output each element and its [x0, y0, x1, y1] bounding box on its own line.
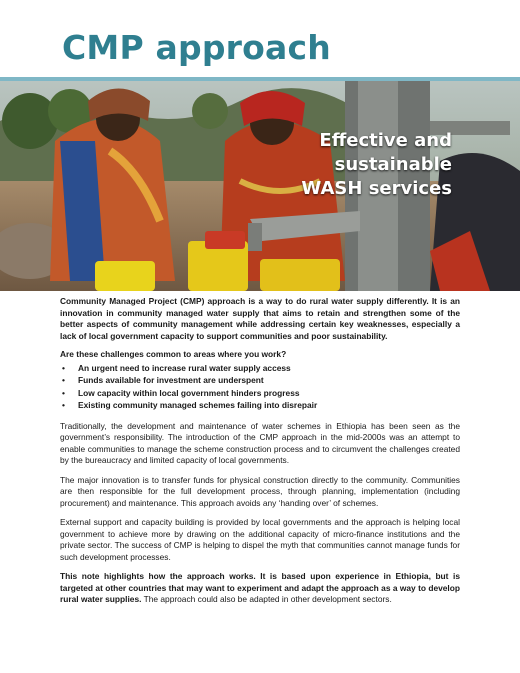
challenges-question: Are these challenges common to areas where you work?	[60, 349, 287, 359]
page-title: CMP approach	[62, 28, 331, 67]
list-item	[60, 362, 460, 375]
list-item	[60, 387, 460, 400]
closing-normal-text: The approach could also be adapted in other development sectors.	[141, 594, 392, 604]
challenge-text: Funds available for investment are underspent	[78, 375, 264, 385]
hero-caption	[301, 129, 452, 201]
body-paragraph: The major innovation is to transfer funds for physical construction directly to the community. Communities are then responsible for the full development process, through planning, implementation (including procurement) and maintenance. This approach avoids any ‘handing over’ of schemes.	[60, 474, 460, 508]
body-paragraph: External support and capacity building is provided by local governments and the approach is helping local government to achieve more by drawing on the additional capacity of micro-finance institutions and the private sector. The success of CMP is helping to dispel the myth that communities cannot manage funds for such development processes.	[60, 517, 460, 562]
hero-caption-line: WASH services	[301, 178, 452, 199]
hero-caption-line: sustainable	[334, 154, 452, 175]
hero-photo	[0, 81, 520, 291]
challenges-list	[60, 362, 460, 412]
body-content	[60, 296, 460, 614]
intro-paragraph: Community Managed Project (CMP) approach is a way to do rural water supply differently. It is an innovation in community managed water supply that aims to retain and strengthen some of the better aspects of community management while addressing certain key weaknesses, especially a lack of local government capacity to support communities and poor sustainability.	[60, 296, 460, 341]
list-item	[60, 399, 460, 412]
body-paragraph: Traditionally, the development and maintenance of water schemes in Ethiopia has been seen as the government’s responsibility. The introduction of the CMP approach in the mid-2000s was an attempt to enable communities to manage the scheme construction process and to circumvent the challenges created by the bureaucracy and limited capacity of local governments.	[60, 420, 460, 465]
challenge-text: An urgent need to increase rural water supply access	[78, 362, 291, 373]
bullet-icon: •	[62, 375, 65, 385]
closing-bold-text: This note highlights how the approach works. It is based upon experience in Ethiopia, but is targeted at other countries that may want to experiment and adapt the approach as a way to develop rural water supplies.	[60, 571, 460, 604]
challenge-text: Low capacity within local government hinders progress	[78, 387, 300, 398]
hero-caption-line: Effective and	[319, 130, 452, 151]
bullet-icon: •	[62, 362, 65, 373]
bullet-icon: •	[62, 387, 65, 398]
list-item	[60, 374, 460, 387]
challenge-text: Existing community managed schemes failing into disrepair	[78, 400, 318, 410]
closing-paragraph	[60, 571, 460, 606]
bullet-icon: •	[62, 400, 65, 410]
